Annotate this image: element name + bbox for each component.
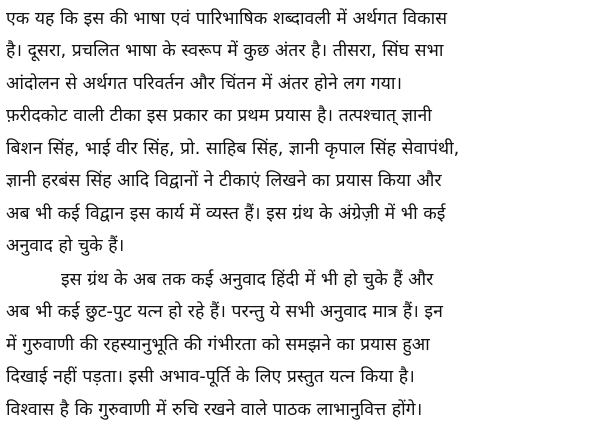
text-line: फ़रीदकोट वाली टीका इस प्रकार का प्रथम प्रयास है। तत्पश्चात् ज्ञानी [6, 106, 432, 126]
text-line: आंदोलन से अर्थगत परिवर्तन और चिंतन में अंतर होने लग गया। [6, 74, 403, 94]
text-line: इस ग्रंथ के अब तक कई अनुवाद हिंदी में भी हो चुके हैं और [61, 270, 434, 290]
text-line: अब भी कई विद्वान इस कार्य में व्यस्त हैं। इस ग्रंथ के अंग्रेज़ी में भी कई [6, 204, 446, 224]
text-line: बिशन सिंह, भाई वीर सिंह, प्रो. साहिब सिंह, ज्ञानी कृपाल सिंह सेवापंथी, [6, 139, 460, 159]
text-line: दिखाई नहीं पड़ता। इसी अभाव-पूर्ति के लिए प्रस्तुत यत्न किया है। [6, 367, 415, 387]
text-line: अनुवाद हो चुके हैं। [6, 236, 125, 256]
text-line: विश्वास है कि गुरुवाणी में रुचि रखने वाले पाठक लाभानुवित्त होंगे। [6, 400, 423, 420]
document-page [6, 0, 594, 429]
text-line: में गुरुवाणी की रहस्यानुभूति की गंभीरता को समझने का प्रयास हुआ [6, 335, 430, 355]
text-line: अब भी कई छुट-पुट यत्न हो रहे हैं। परन्तु ये सभी अनुवाद मात्र हैं। इन [6, 302, 443, 322]
text-line: है। दूसरा, प्रचलित भाषा के स्वरूप में कुछ अंतर है। तीसरा, सिंघ सभा [6, 41, 444, 61]
text-line: एक यह कि इस की भाषा एवं पारिभाषिक शब्दावली में अर्थगत विकास [6, 9, 448, 29]
text-line: ज्ञानी हरबंस सिंह आदि विद्वानों ने टीकाएं लिखने का प्रयास किया और [6, 171, 442, 191]
